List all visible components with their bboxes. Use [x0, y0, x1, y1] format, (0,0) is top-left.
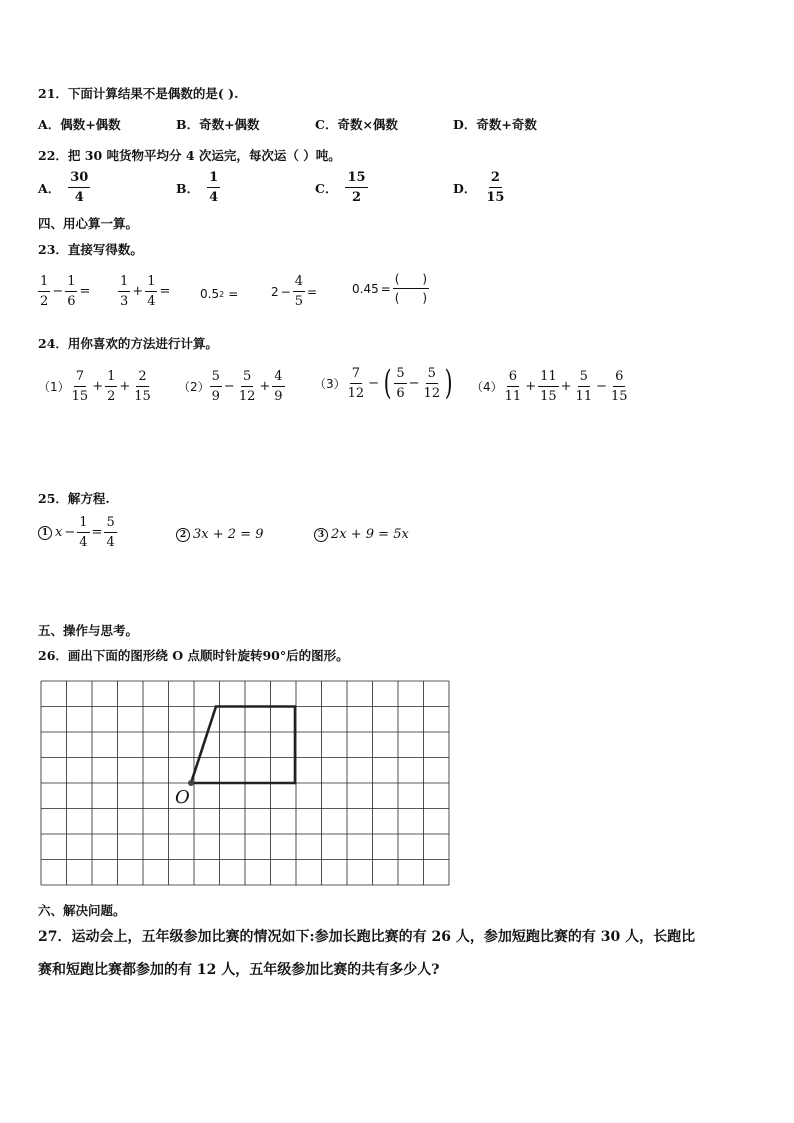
denominator: 6	[396, 385, 405, 401]
numerator: 1	[145, 275, 157, 292]
circled-number: 1	[38, 526, 52, 540]
operator: +	[132, 284, 144, 299]
numerator: 2	[136, 370, 148, 387]
operator: −	[52, 284, 64, 299]
numerator: 5	[426, 367, 438, 384]
operator: +	[525, 379, 537, 394]
denominator: 5	[294, 294, 303, 309]
fraction	[68, 171, 90, 204]
q22-option-d[interactable]	[453, 171, 506, 204]
problem-label: （3）	[314, 376, 346, 391]
equals: =	[79, 284, 91, 299]
numerator: 7	[350, 367, 362, 384]
denominator: 12	[423, 385, 441, 401]
q24-problem-4	[471, 370, 630, 403]
q24-text: 24．用你喜欢的方法进行计算。	[38, 336, 218, 351]
numerator: 4	[293, 275, 305, 292]
q23-expression-2	[118, 275, 172, 308]
q27-line-1: 27．运动会上，五年级参加比赛的情况如下:参加长跑比赛的有 26 人，参加短跑比赛的有 30 人，长跑比	[38, 929, 696, 945]
denominator: 3	[120, 294, 129, 309]
rotation-grid[interactable]	[40, 680, 450, 888]
q21-option-b[interactable]: B．奇数+偶数	[176, 117, 260, 132]
denominator: 6	[67, 294, 76, 309]
option-label: A．	[38, 180, 61, 196]
denominator: 11	[575, 389, 593, 404]
denominator: 12	[347, 385, 365, 401]
numerator: 5	[241, 370, 253, 387]
denominator: 15	[71, 389, 89, 404]
operator: +	[119, 379, 131, 394]
operator: −	[280, 284, 291, 299]
operator: −	[223, 379, 235, 394]
q22-text: 22．把 30 吨货物平均分 4 次运完，每次运（ ）吨。	[38, 148, 341, 163]
numerator: 5	[578, 370, 590, 387]
numerator: 2	[489, 171, 502, 188]
q23-text: 23．直接写得数。	[38, 242, 143, 257]
option-label: B．	[176, 180, 200, 196]
point-o	[188, 780, 194, 786]
q22-option-a[interactable]	[38, 171, 90, 204]
problem-label: （1）	[38, 380, 70, 394]
denominator: 4	[106, 535, 115, 550]
option-label: D．	[453, 180, 477, 196]
denominator: 15	[486, 190, 505, 205]
q26-text: 26．画出下面的图形绕 O 点顺时针旋转90°后的图形。	[38, 648, 349, 663]
equals: =	[228, 287, 239, 301]
operator: +	[92, 379, 104, 394]
denominator: 9	[274, 389, 283, 404]
operator: +	[259, 379, 271, 394]
operator: −	[596, 379, 607, 394]
q27-line-2: 赛和短跑比赛都参加的有 12 人，五年级参加比赛的共有多少人?	[38, 962, 440, 978]
q21-text: 21．下面计算结果不是偶数的是( ).	[38, 86, 239, 101]
equation-expression: 3x + 2 = 9	[193, 527, 264, 542]
denominator: 15	[611, 389, 628, 404]
q23-expression-3	[200, 287, 240, 301]
section-6-heading: 六、解决问题。	[38, 903, 126, 918]
operator: −	[64, 525, 76, 540]
operator: −	[408, 375, 420, 391]
denominator: 4	[209, 190, 219, 205]
denominator: 12	[238, 389, 256, 404]
fraction	[345, 171, 367, 204]
equals: =	[91, 525, 103, 540]
q21-option-a[interactable]: A．偶数+偶数	[38, 117, 121, 132]
denominator: 2	[351, 190, 362, 205]
denominator: 2	[40, 294, 49, 309]
q24-problem-3	[314, 363, 455, 403]
numerator: 6	[613, 370, 625, 387]
numerator: 1	[118, 275, 130, 292]
numerator: 1	[77, 516, 89, 533]
q24-problem-2	[178, 370, 285, 403]
denominator: 4	[147, 294, 156, 309]
denominator: 15	[134, 389, 151, 404]
base: 0.5	[200, 287, 220, 301]
equation-expression: 2x + 9 = 5x	[331, 527, 409, 542]
blank-numerator[interactable]: ( )	[393, 273, 429, 289]
numerator: 5	[210, 370, 222, 387]
problem-label: （2）	[178, 380, 210, 394]
blank-denominator[interactable]: ( )	[394, 291, 428, 305]
circled-number: 3	[314, 528, 328, 542]
option-label: C．	[315, 180, 338, 196]
numerator: 30	[68, 171, 90, 188]
denominator: 9	[211, 389, 220, 404]
denominator: 4	[79, 535, 88, 550]
numerator: 15	[345, 171, 367, 188]
q25-equation-1	[38, 516, 117, 549]
numerator: 1	[65, 275, 77, 292]
q23-expression-4	[271, 275, 319, 308]
fraction	[207, 171, 220, 204]
numerator: 11	[538, 370, 559, 387]
numerator: 7	[74, 370, 86, 387]
operator: −	[368, 375, 380, 391]
decimal: 0.45	[352, 281, 379, 296]
numerator: 6	[507, 370, 519, 387]
numerator: 1	[38, 275, 50, 292]
equals: =	[159, 284, 171, 299]
denominator: 15	[540, 389, 557, 404]
q25-text: 25．解方程.	[38, 491, 110, 506]
numerator: 1	[105, 370, 117, 387]
equals: =	[380, 281, 391, 296]
numerator: 4	[272, 370, 284, 387]
right-paren: )	[444, 363, 453, 403]
point-o-label: O	[175, 787, 190, 808]
q25-equation-2	[176, 527, 263, 542]
q22-option-b[interactable]	[176, 171, 220, 204]
fraction	[484, 171, 506, 204]
numerator: 5	[394, 367, 406, 384]
section-5-heading: 五、操作与思考。	[38, 623, 139, 638]
denominator: 4	[74, 190, 84, 205]
variable: x	[55, 525, 63, 540]
q23-expression-1	[38, 275, 92, 308]
q24-problem-1	[38, 370, 153, 403]
circled-number: 2	[176, 528, 190, 542]
denominator: 2	[107, 389, 116, 404]
operator: +	[560, 379, 572, 394]
q23-expression-5	[352, 273, 429, 304]
whole-number: 2	[271, 284, 279, 299]
problem-label: （4）	[471, 380, 503, 394]
denominator: 11	[504, 389, 522, 404]
numerator: 5	[104, 516, 116, 533]
q21-option-c[interactable]: C．奇数×偶数	[315, 117, 398, 132]
numerator: 1	[207, 171, 220, 188]
q25-equation-3	[314, 527, 409, 542]
q22-option-c[interactable]	[315, 171, 368, 204]
q21-option-d[interactable]: D．奇数+奇数	[453, 117, 537, 132]
exponent: 2	[219, 289, 225, 299]
section-4-heading: 四、用心算一算。	[38, 216, 139, 231]
left-paren: (	[383, 363, 392, 403]
equals: =	[306, 284, 318, 299]
trapezoid-shape	[191, 707, 295, 784]
